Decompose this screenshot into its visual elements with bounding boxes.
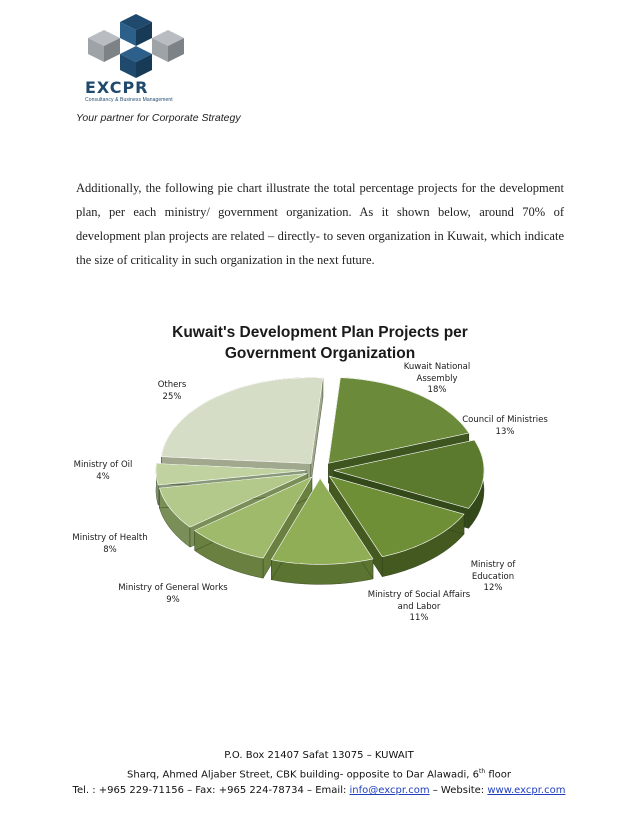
page-footer xyxy=(0,748,638,799)
slice-value: 4% xyxy=(96,471,110,482)
slice-value: 11% xyxy=(409,613,429,623)
slice-label-1 xyxy=(392,362,482,397)
header-tagline: Your partner for Corporate Strategy xyxy=(76,112,241,124)
slice-label-2 xyxy=(450,415,560,438)
slice-value: 18% xyxy=(427,385,447,395)
slice-category: Ministry of Health xyxy=(72,533,148,543)
slice-label-6 xyxy=(60,533,160,556)
slice-value: 13% xyxy=(495,426,515,437)
footer-street-line: Sharq, Ahmed Aljaber Street, CBK building- opposite to Dar Alawadi, 6th floor xyxy=(127,768,511,781)
chart-title: Kuwait's Development Plan Projects per Government Organization xyxy=(172,324,468,362)
slice-category: Kuwait National Assembly xyxy=(403,362,471,384)
footer-address-line: P.O. Box 21407 Safat 13075 – KUWAIT xyxy=(224,750,414,761)
logo-cubes-icon xyxy=(80,14,190,84)
logo-word: EXCPR xyxy=(85,78,149,97)
body-paragraph: Additionally, the following pie chart illustrate the total percentage projects for the development plan, per each ministry/ government organization. As it shown below, around 70% of development plan projects are related – directly- to seven organization in Kuwait, which indicate the size of criticality in such organization in the next future. xyxy=(76,181,564,267)
slice-value: 25% xyxy=(162,391,182,402)
website-link[interactable]: www.excpr.com xyxy=(487,785,566,797)
slice-label-8 xyxy=(142,380,202,403)
logo-tagline: Consultancy & Business Management xyxy=(85,97,173,103)
slice-value: 9% xyxy=(166,594,180,605)
slice-category: Ministry of Education xyxy=(470,560,516,582)
slice-category: Ministry of General Works xyxy=(118,583,228,593)
slice-label-7 xyxy=(60,460,146,483)
slice-category: Council of Ministries xyxy=(462,415,548,425)
slice-category: Ministry of Social Affairs and Labor xyxy=(367,590,471,612)
slice-category: Ministry of Oil xyxy=(73,460,133,470)
slice-value: 8% xyxy=(103,544,117,555)
pie-chart xyxy=(0,310,638,640)
slice-label-5 xyxy=(118,583,228,606)
slice-label-4 xyxy=(366,590,472,625)
email-link[interactable]: info@excpr.com xyxy=(349,785,430,797)
slice-category: Others xyxy=(157,380,187,390)
slice-value: 12% xyxy=(483,583,503,593)
footer-contact-line: Tel. : +965 229-71156 – Fax: +965 224-78734 – Email: info@excpr.com – Website: www.excpr.com xyxy=(72,785,566,797)
